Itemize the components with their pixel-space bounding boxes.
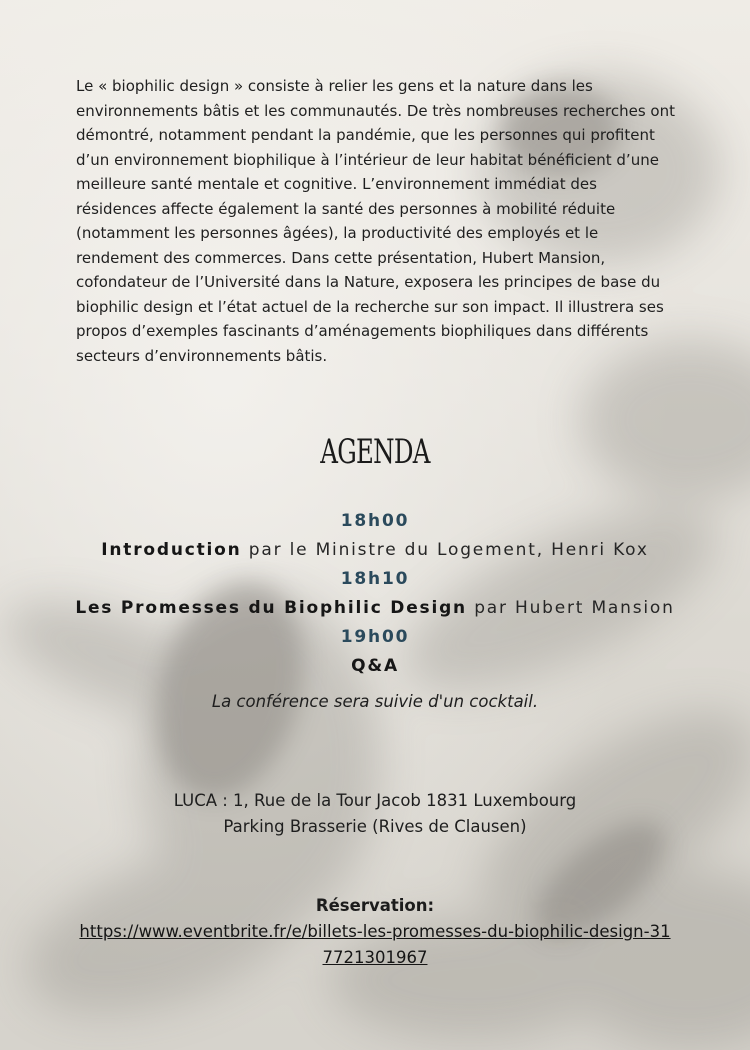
reservation-link[interactable]: https://www.eventbrite.fr/e/billets-les-promesses-du-biophilic-design-317721301967 bbox=[79, 922, 671, 967]
agenda-item-2-line bbox=[0, 594, 750, 623]
reservation-block bbox=[0, 893, 750, 971]
agenda-schedule bbox=[0, 507, 750, 681]
agenda-speaker: par le Ministre du Logement, Henri Kox bbox=[248, 540, 649, 560]
venue-parking: Parking Brasserie (Rives de Clausen) bbox=[223, 817, 527, 836]
agenda-item-2-time bbox=[0, 565, 750, 594]
agenda-title: Introduction bbox=[101, 540, 242, 560]
venue-block bbox=[0, 788, 750, 840]
agenda-time: 19h00 bbox=[340, 627, 410, 647]
agenda-item-1-time bbox=[0, 507, 750, 536]
agenda-title: Q&A bbox=[351, 656, 399, 676]
agenda-time: 18h10 bbox=[340, 569, 410, 589]
agenda-item-3-line bbox=[0, 652, 750, 681]
intro-paragraph: Le « biophilic design » consiste à relier les gens et la nature dans les environnements bâtis et les communautés. De très nombreuses recherches ont démontré, notamment pendant la pandémie, que les personnes qui profitent d’un environnement biophilique à l’intérieur de leur habitat bénéficient d’une meilleure santé mentale et cognitive. L’environnement immédiat des résidences affecte également la santé des personnes à mobilité réduite (notamment les personnes âgées), la productivité des employés et le rendement des commerces. Dans cette présentation, Hubert Mansion, cofondateur de l’Université dans la Nature, exposera les principes de base du biophilic design et l’état actuel de la recherche sur son impact. Il illustrera ses propos d’exemples fascinants d’aménagements biophiliques dans différents secteurs d’environnements bâtis. bbox=[76, 77, 675, 365]
agenda-heading: AGENDA bbox=[320, 432, 430, 472]
cocktail-note: La conférence sera suivie d'un cocktail. bbox=[211, 692, 539, 711]
agenda-item-3-time bbox=[0, 623, 750, 652]
agenda-time: 18h00 bbox=[340, 511, 410, 531]
agenda-title: Les Promesses du Biophilic Design bbox=[75, 598, 467, 618]
agenda-speaker: par Hubert Mansion bbox=[474, 598, 675, 618]
reservation-label: Réservation: bbox=[315, 896, 435, 915]
venue-address: LUCA : 1, Rue de la Tour Jacob 1831 Luxembourg bbox=[173, 791, 577, 810]
agenda-item-1-line bbox=[0, 536, 750, 565]
